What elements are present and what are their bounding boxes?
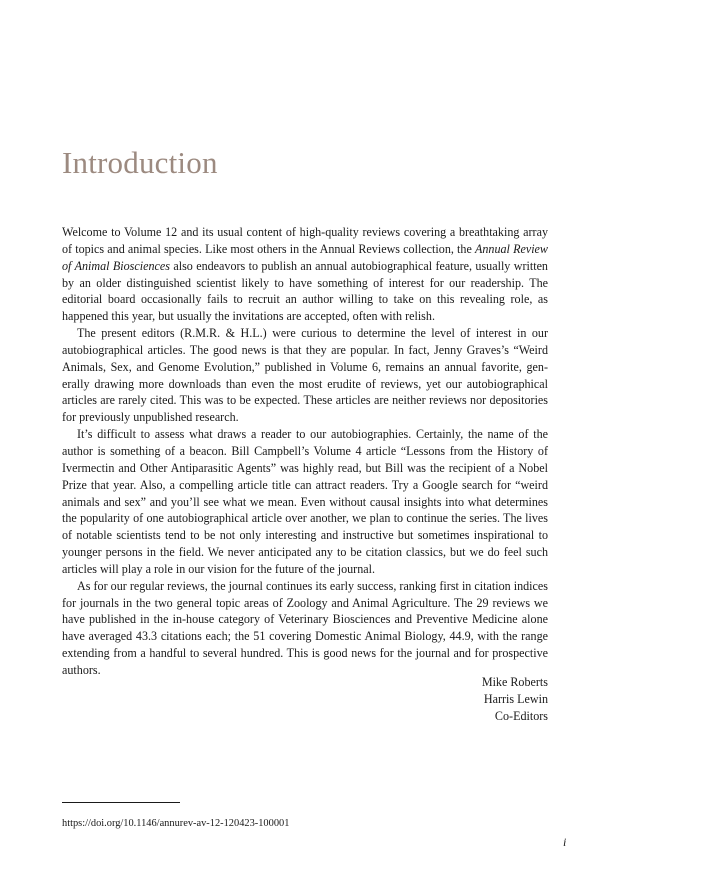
editor-signature	[482, 674, 548, 725]
journal-name: Annual Review of Animal Biosciences	[62, 241, 548, 273]
page-number: i	[563, 835, 567, 849]
editor-role: Co-Editors	[494, 709, 548, 723]
editor-name-2: Harris Lewin	[483, 692, 548, 706]
article-body	[62, 224, 548, 679]
paragraph-4: As for our regular reviews, the journal continues its early success, ranking first in citation indices for journals in the two general topic areas of Zoology and Animal Agriculture. The 29 reviews we have published in the in-house category of Veterinary Biosciences and Preventive Medicine alone have averaged 43.3 citations each; the 51 covering Domestic Animal Biology, 44.9, with the range extending from a handful to several hundred. This is good news for the journal and for prospective authors.	[62, 578, 548, 677]
footnote-divider	[62, 802, 180, 803]
paragraph-3: It’s difficult to assess what draws a reader to our autobiographies. Certainly, the name of the author is something of a beacon. Bill Campbell’s Volume 4 article “Lessons from the History of Ivermectin and Other Antiparasitic Agents” was highly read, but Bill was the recipient of a Nobel Prize that year. Also, a compelling article title can attract readers. Try a Google search for “weird animals and sex” and you’ll see what we mean. Even without causal insights into what determines the popularity of one autobiographical article over another, we plan to continue the series. The lives of notable scientists tend to be not only interesting and instructive but sometimes inspirational to younger persons in the field. We never anticipated any to be citation classics, but we do feel such articles will play a role in our vision for the future of the journal.	[62, 427, 548, 576]
paragraph-1	[62, 224, 548, 325]
editor-name-1: Mike Roberts	[481, 675, 548, 689]
paragraph-1-text-end: also endeavors to publish an annual autobiographical feature, usually written by an older distinguished scientist likely to have something of interest for our readership. The editorial board occasionally fails to recruit an author willing to take on this revealing role, as happened this year, but usually the invitations are accepted, often with relish.	[62, 258, 548, 324]
paragraph-2: The present editors (R.M.R. & H.L.) were curious to determine the level of interest in our autobiographical articles. The good news is that they are popular. In fact, Jenny Graves’s “Weird Animals, Sex, and Genome Evolution,” published in Volume 6, remains an annual favorite, gen-erally drawing more downloads than even the most erudite of reviews, yet our autobiographical articles are rarely cited. This was to be expected. These articles are neither reviews nor depositories for previously unpublished research.	[62, 326, 548, 425]
paragraph-1-text-start: Welcome to Volume 12 and its usual content of high-quality reviews covering a breathtaking array of topics and animal species. Like most others in the Annual Reviews collection, the	[62, 225, 548, 256]
page-title: Introduction	[62, 145, 218, 180]
doi-link[interactable]: https://doi.org/10.1146/annurev-av-12-120423-100001	[62, 818, 290, 829]
